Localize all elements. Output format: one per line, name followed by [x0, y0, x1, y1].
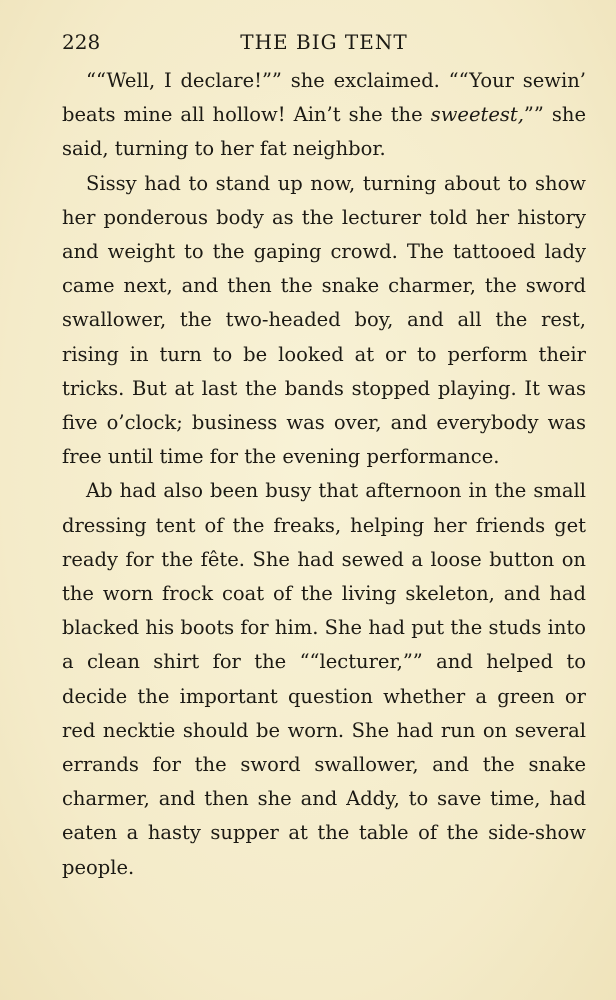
- paragraph-1-emphasis: sweetest,: [430, 103, 524, 127]
- paragraph-1: [62, 64, 586, 167]
- paragraph-3: Ab had also been busy that afternoon in the small dressing tent of the freaks, helping her friends get ready for the fête. She had sewed a loose button on the worn frock coat of the living skeleton, and had blacked his boots for him. She had put the studs into a clean shirt for the ““lecturer,”” and helped to decide the important question whether a green or red necktie should be worn. She had run on several errands for the sword swallower, and the snake charmer, and then she and Addy, to save time, had eaten a hasty supper at the table of the side-show people.: [62, 479, 586, 879]
- running-head: THE BIG TENT: [240, 30, 408, 54]
- page-header: [62, 30, 586, 60]
- page-number: 228: [62, 30, 101, 54]
- paragraph-2: Sissy had to stand up now, turning about to show her ponderous body as the lecturer told her history and weight to the gaping crowd. The tattooed lady came next, and then the snake charmer, the sword swallower, the two-headed boy, and all the rest, rising in turn to be looked at or to perform their tricks. But at last the bands stopped playing. It was five o’clock; business was over, and everybody was free until time for the evening performance.: [62, 171, 586, 469]
- paragraph-1-text-end: ”” she said, turning to her fat neighbor.: [62, 103, 586, 161]
- body-text: [62, 64, 586, 885]
- paragraph-1-text-start: ““Well, I declare!”” she exclaimed. ““Your sewin’ beats mine all hollow! Ain’t she the: [62, 69, 586, 127]
